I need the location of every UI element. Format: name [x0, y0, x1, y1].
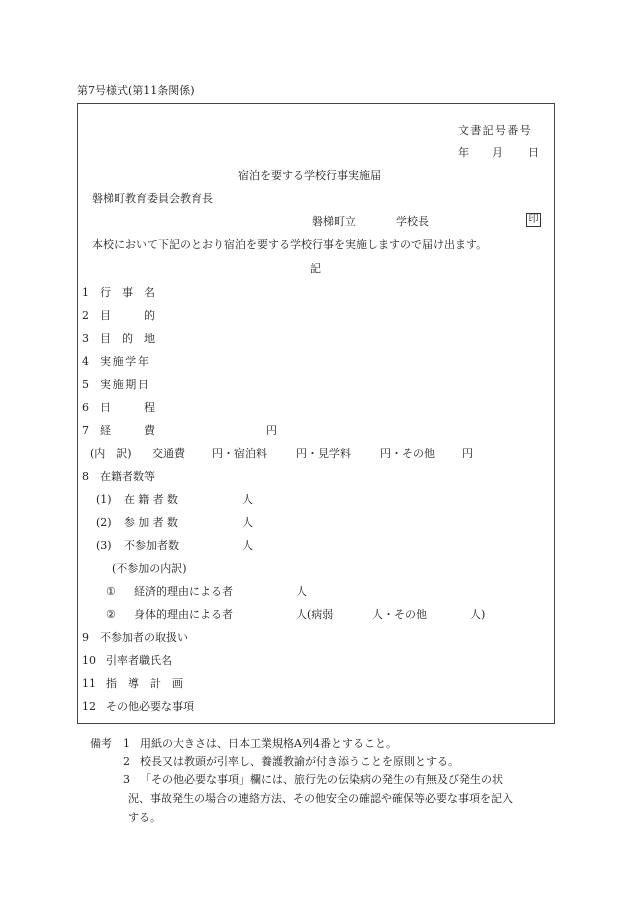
note-text: 「その他必要な事項」欄には、旅行先の伝染病の発生の有無及び発生の状	[140, 773, 503, 786]
note-no: 1	[123, 737, 130, 750]
item-no: 4	[82, 355, 94, 368]
intro-text: 本校において下記のとおり宿泊を要する学校行事を実施しますので届け出ます。	[92, 238, 488, 251]
sub-item-nonparticipants: 不参加者数	[124, 539, 179, 552]
sub-item-unit: 人	[242, 516, 253, 529]
item-no: 12	[82, 700, 96, 713]
sub-item-unit: 人	[242, 539, 253, 552]
form-number: 第7号様式(第11条関係)	[77, 84, 195, 97]
item-label-grade: 実施学年	[100, 355, 151, 368]
item-label-chaperones: 引率者職氏名	[106, 654, 172, 667]
breakdown-other: 円・その他	[380, 447, 435, 460]
sender-principal: 学校長	[396, 215, 429, 228]
breakdown-visit: 円・見学料	[296, 447, 351, 460]
page-title: 宿泊を要する学校行事実施届	[238, 169, 381, 182]
physical-unit-other: 人・その他	[372, 608, 427, 621]
seal-mark: 印	[526, 213, 541, 227]
item-no: 2	[82, 309, 89, 322]
sub-item-no: (1)	[96, 493, 112, 506]
economic-unit: 人	[296, 585, 307, 598]
item-label-enrollment: 在籍者数等	[100, 470, 155, 483]
note-text: 用紙の大きさは、日本工業規格A列4番とすること。	[140, 737, 397, 750]
item-no: 9	[82, 631, 89, 644]
note-text: 校長又は教頭が引率し、養護教諭が付き添うことを原則とする。	[140, 755, 459, 768]
sub-item-unit: 人	[242, 493, 253, 506]
note-no: 3	[123, 773, 130, 786]
sub-item-no: (3)	[96, 539, 112, 552]
item-no: 1	[82, 286, 89, 299]
item-no: 5	[82, 378, 89, 391]
sub-item-no: (2)	[96, 516, 112, 529]
note-text-continued: 況、事故発生の場合の連絡方法、その他安全の確認や確保等必要な事項を記入	[128, 792, 513, 805]
document-number: 文書記号番号	[458, 124, 532, 137]
item-no: 3	[82, 332, 89, 345]
circle-no: ②	[106, 608, 116, 621]
notes-label: 備考	[90, 737, 112, 750]
item-no: 6	[82, 401, 89, 414]
item-label-guidance-plan: 指 導 計 画	[106, 677, 183, 690]
breakdown-lodging: 円・宿泊料	[212, 447, 267, 460]
note-no: 2	[123, 755, 130, 768]
breakdown-label: (内 訳)	[90, 447, 132, 460]
item-label-expenses: 経 費	[100, 424, 155, 437]
economic-reason: 経済的理由による者	[134, 585, 233, 598]
sender-school: 磐梯町立	[312, 215, 356, 228]
item-label-event-name: 行 事 名	[100, 286, 155, 299]
item-label-other-matters: その他必要な事項	[106, 700, 194, 713]
item-no: 10	[82, 654, 96, 667]
item-label-period: 実施期日	[100, 378, 151, 391]
date-year: 年	[458, 146, 469, 159]
breakdown-end: 円	[462, 447, 473, 460]
date-month: 月	[492, 146, 503, 159]
ki-heading: 記	[310, 262, 321, 275]
sub-item-enrolled: 在籍者数	[124, 493, 182, 506]
item-label-schedule: 日 程	[100, 401, 155, 414]
breakdown-transport: 交通費	[152, 447, 185, 460]
sub-item-participants: 参加者数	[124, 516, 182, 529]
item-label-nonparticipant-handling: 不参加者の取扱い	[100, 631, 188, 644]
item-label-destination: 目 的 地	[100, 332, 155, 345]
item-no: 8	[82, 470, 89, 483]
item-no: 7	[82, 424, 89, 437]
physical-unit-end: 人)	[470, 608, 486, 621]
note-text-continued: する。	[128, 811, 161, 824]
addressee: 磐梯町教育委員会教育長	[92, 192, 213, 205]
physical-reason: 身体的理由による者	[134, 608, 233, 621]
item-label-purpose: 目 的	[100, 309, 155, 322]
expenses-unit: 円	[266, 424, 277, 437]
physical-unit-illness: 人(病弱	[296, 608, 334, 621]
date-day: 日	[528, 146, 539, 159]
circle-no: ①	[106, 585, 116, 598]
item-no: 11	[82, 677, 96, 690]
nonparticipation-breakdown: (不参加の内訳)	[112, 562, 187, 575]
